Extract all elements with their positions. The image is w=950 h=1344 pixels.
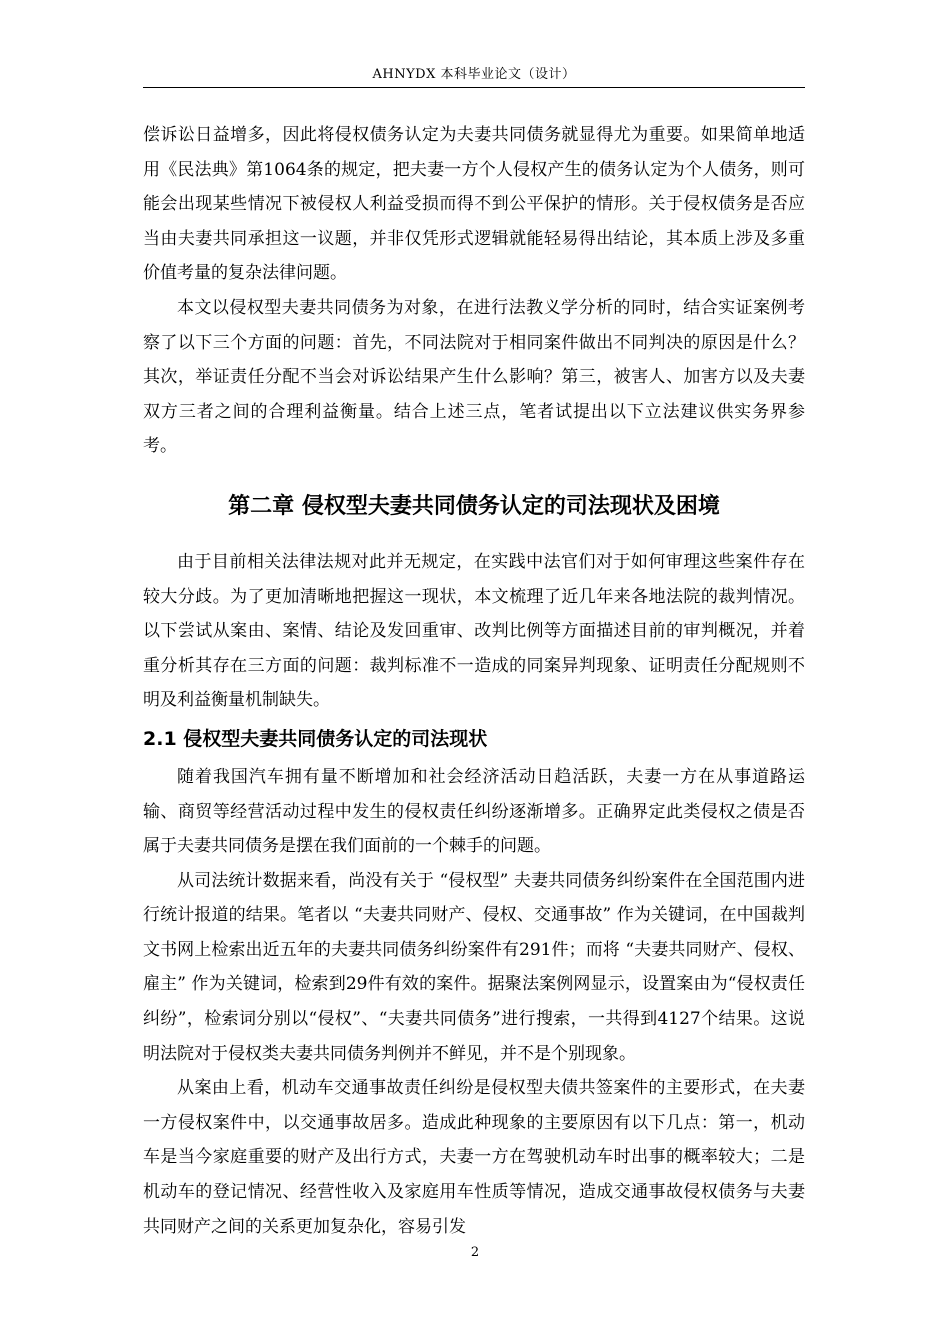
paragraph-chapter-intro: 由于目前相关法律法规对此并无规定，在实践中法官们对于如何审理这些案件存在较大分歧。为了更加清晰地把握这一现状，本文梳理了近几年来各地法院的裁判情况。以下尝试从案由、案情、结论及发回重审、改判比例等方面描述目前的审判概况，并着重分析其存在三方面的问题：裁判标准不一造成的同案异判现象、证明责任分配规则不明及利益衡量机制缺失。 xyxy=(143,551,805,711)
paragraph-section-3: 从案由上看，机动车交通事故责任纠纷是侵权型夫债共签案件的主要形式，在夫妻一方侵权案件中，以交通事故居多。造成此种现象的主要原因有以下几点：第一，机动车是当今家庭重要的财产及出行方式，夫妻一方在驾驶机动车时出事的概率较大；二是机动车的登记情况、经营性收入及家庭用车性质等情况，造成交通事故侵权债务与夫妻共同财产之间的关系更加复杂化，容易引发 xyxy=(143,1078,805,1237)
section-heading: 2.1 侵权型夫妻共同债务认定的司法现状 xyxy=(143,727,488,750)
paragraph-intro: 本文以侵权型夫妻共同债务为对象，在进行法教义学分析的同时，结合实证案例考察了以下三个方面的问题：首先，不同法院对于相同案件做出不同判决的原因是什么？其次，举证责任分配不当会对诉讼结果产生什么影响？第三，被害人、加害方以及夫妻双方三者之间的合理利益衡量。结合上述三点，笔者试提出以下立法建议供实务界参考。 xyxy=(143,297,805,457)
chapter-heading: 第二章 侵权型夫妻共同债务认定的司法现状及困境 xyxy=(228,493,720,519)
paragraph-continued: 偿诉讼日益增多，因此将侵权债务认定为夫妻共同债务就显得尤为重要。如果简单地适用《民法典》第1064条的规定，把夫妻一方个人侵权产生的债务认定为个人债务，则可能会出现某些情况下被侵权人利益受损而得不到公平保护的情形。关于侵权债务是否应当由夫妻共同承担这一议题，并非仅凭形式逻辑就能轻易得出结论，其本质上涉及多重价值考量的复杂法律问题。 xyxy=(143,125,805,284)
header-rule xyxy=(143,87,805,88)
running-header: AHNYDX 本科毕业论文（设计） xyxy=(372,67,576,82)
paragraph-section-1: 随着我国汽车拥有量不断增加和社会经济活动日趋活跃，夫妻一方在从事道路运输、商贸等经营活动过程中发生的侵权责任纠纷逐渐增多。正确界定此类侵权之债是否属于夫妻共同债务是摆在我们面前的一个棘手的问题。 xyxy=(143,766,805,857)
paragraph-section-2: 从司法统计数据来看，尚没有关于 “侵权型” 夫妻共同债务纠纷案件在全国范围内进行统计报道的结果。笔者以 “夫妻共同财产、侵权、交通事故” 作为关键词，在中国裁判文书网上检索出近五年的夫妻共同债务纠纷案件有291件；而将 “夫妻共同财产、侵权、雇主” 作为关键词，检索到29件有效的案件。据聚法案例网显示，设置案由为“侵权责任纠纷”，检索词分别以“侵权”、“夫妻共同债务”进行搜索，一共得到4127个结果。这说明法院对于侵权类夫妻共同债务判例并不鲜见，并不是个别现象。 xyxy=(143,870,805,1064)
body-text xyxy=(143,118,805,1244)
page-number: 2 xyxy=(470,1245,480,1260)
